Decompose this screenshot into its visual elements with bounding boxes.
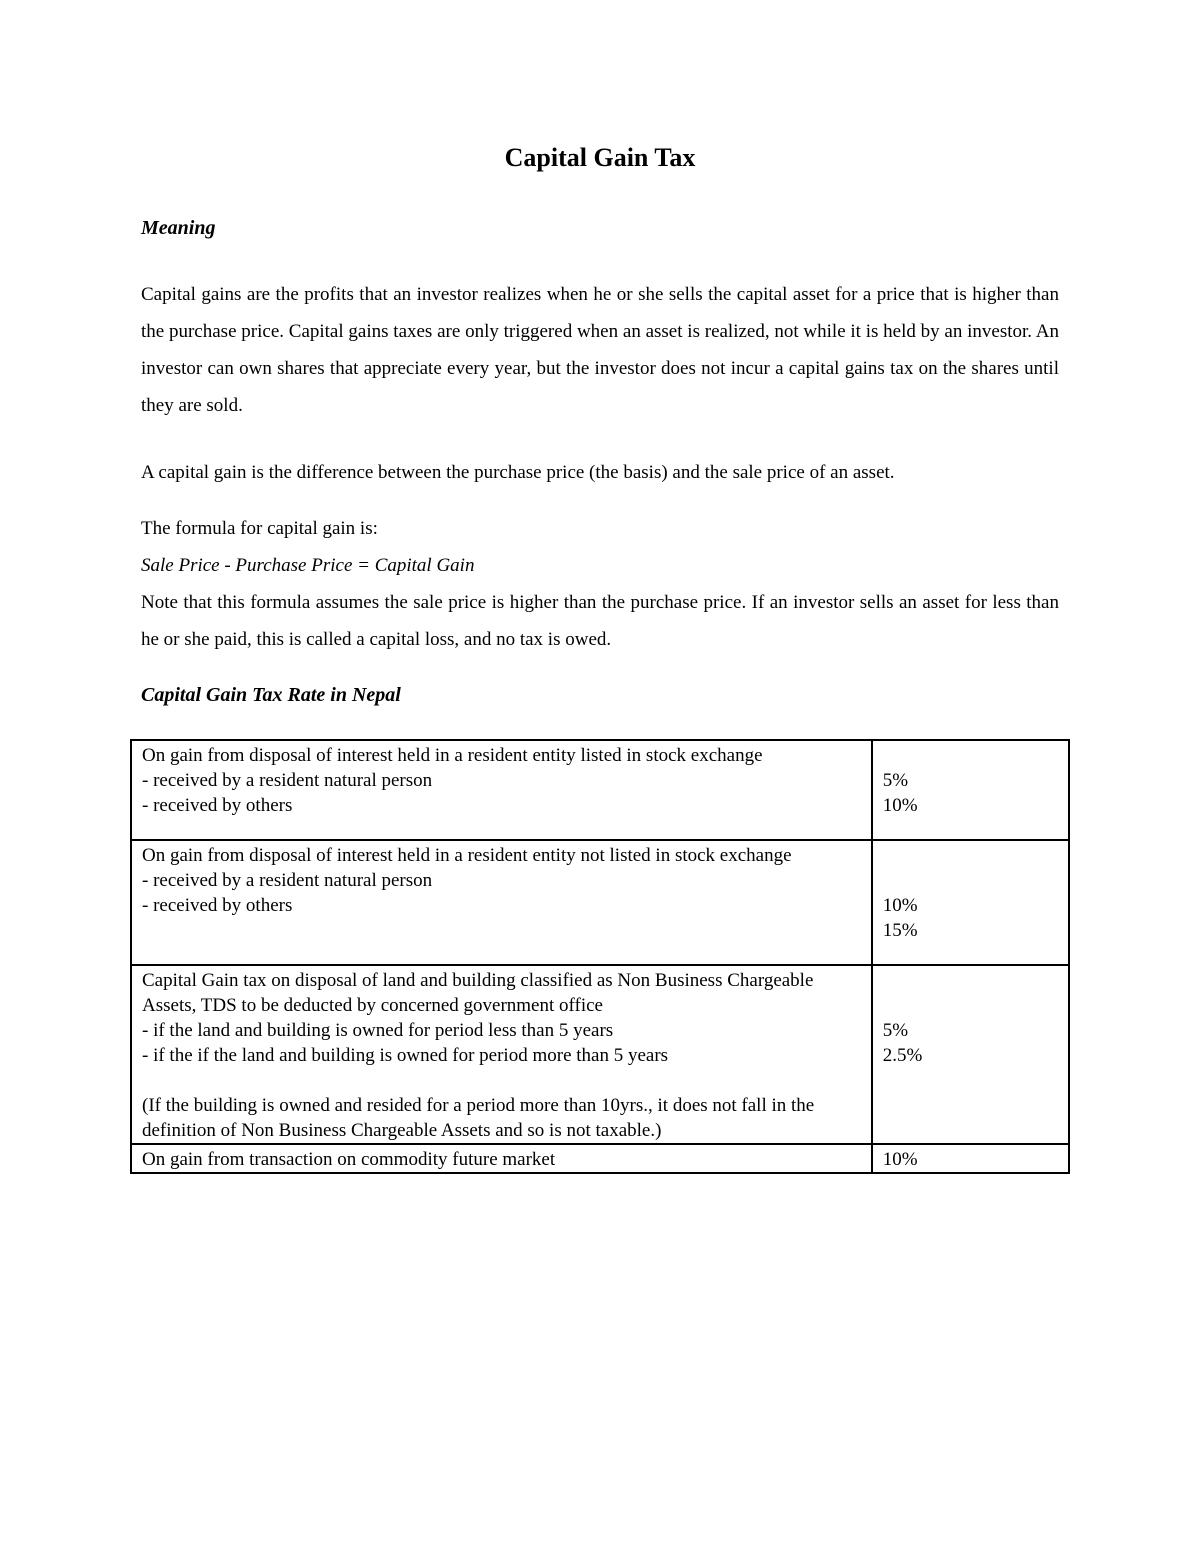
meaning-heading: Meaning: [141, 217, 216, 239]
paragraph-note: Note that this formula assumes the sale price is higher than the purchase price. If an investor sells an asset for less than he or she paid, this is called a capital loss, and no tax is owed.: [141, 592, 1059, 650]
row-description-line: - if the land and building is owned for period less than 5 years: [142, 1020, 614, 1041]
rate-value: 5%: [882, 1020, 909, 1041]
table-row: [131, 965, 1069, 1144]
row-description-line: On gain from disposal of interest held in a resident entity not listed in stock exchange: [142, 845, 792, 866]
rate-value: 2.5%: [882, 1045, 923, 1066]
rate-value: 15%: [882, 920, 918, 941]
row-description-line: On gain from disposal of interest held in a resident entity listed in stock exchange: [142, 745, 763, 766]
row-description: [131, 740, 872, 840]
row-description: [131, 840, 872, 965]
row-rate: [872, 740, 1069, 840]
row-description-line: - if the if the land and building is owned for period more than 5 years: [142, 1045, 669, 1066]
row-description-line: - received by a resident natural person: [142, 770, 433, 791]
table-row: [131, 740, 1069, 840]
paragraph-definition: Capital gains are the profits that an investor realizes when he or she sells the capital asset for a price that is higher than the purchase price. Capital gains taxes are only triggered when an asset is realized, not while it is held by an investor. An investor can own shares that appreciate every year, but the investor does not incur a capital gains tax on the shares until they are sold.: [141, 284, 1059, 416]
page-title: Capital Gain Tax: [504, 143, 696, 172]
formula-intro: The formula for capital gain is:: [141, 518, 378, 539]
row-description-line: Capital Gain tax on disposal of land and building classified as Non Business Chargeable Assets, TDS to be deducted by concerned government office: [142, 970, 818, 1016]
row-description: [131, 965, 872, 1144]
table-row: [131, 1144, 1069, 1173]
tax-rate-table: [130, 739, 1070, 1174]
row-description-line: - received by others: [142, 795, 293, 816]
rate-value: 10%: [882, 895, 918, 916]
row-description-line: - received by others: [142, 895, 293, 916]
paragraph-difference: A capital gain is the difference between the purchase price (the basis) and the sale price of an asset.: [141, 462, 895, 483]
row-rate: [872, 965, 1069, 1144]
rate-value: 10%: [882, 1149, 918, 1170]
table-row: [131, 840, 1069, 965]
rate-heading: Capital Gain Tax Rate in Nepal: [141, 684, 401, 706]
row-rate: [872, 840, 1069, 965]
rate-value: 5%: [882, 770, 909, 791]
rate-value: 10%: [882, 795, 918, 816]
row-description-note: (If the building is owned and resided for a period more than 10yrs., it does not fall in the definition of Non Business Chargeable Assets and so is not taxable.): [142, 1095, 819, 1141]
row-description: [131, 1144, 872, 1173]
row-description-line: On gain from transaction on commodity future market: [142, 1149, 556, 1170]
row-description-line: - received by a resident natural person: [142, 870, 433, 891]
row-rate: [872, 1144, 1069, 1173]
formula-text: Sale Price - Purchase Price = Capital Gain: [141, 555, 475, 576]
